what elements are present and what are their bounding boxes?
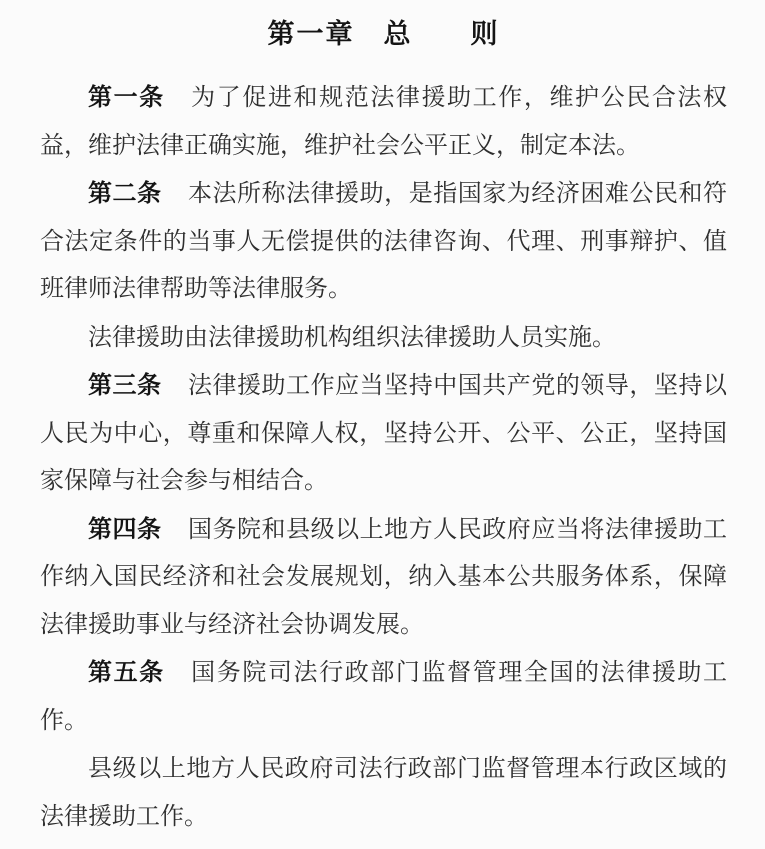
paragraph-article-2-clause-2 [40, 314, 727, 363]
paragraph-article-1 [40, 74, 727, 170]
paragraph-article-3 [40, 362, 727, 506]
article-4-number: 第四条 [88, 515, 162, 543]
article-2-clause-2-text: 法律援助由法律援助机构组织法律援助人员实施。 [88, 324, 616, 351]
article-5-number: 第五条 [88, 659, 165, 686]
article-4-text: 国务院和县级以上地方人民政府应当将法律援助工作纳入国民经济和社会发展规划，纳入基本公共服务体系，保障法律援助事业与经济社会协调发展。 [40, 516, 728, 638]
paragraph-article-4 [40, 506, 727, 650]
chapter-title: 第一章 总 则 [267, 19, 500, 49]
paragraph-article-5 [40, 649, 727, 745]
article-1-text: 为了促进和规范法律援助工作，维护公民合法权益，维护法律正确实施，维护社会公平正义，制定本法。 [40, 85, 728, 159]
article-5-text: 国务院司法行政部门监督管理全国的法律援助工作。 [40, 660, 728, 734]
article-1-number: 第一条 [88, 84, 165, 111]
article-3-text: 法律援助工作应当坚持中国共产党的领导，坚持以人民为中心，尊重和保障人权，坚持公开、公平、公正，坚持国家保障与社会参与相结合。 [40, 373, 728, 494]
article-3-number: 第三条 [88, 372, 162, 399]
paragraph-article-2 [40, 170, 727, 314]
article-5-clause-2-text: 县级以上地方人民政府司法行政部门监督管理本行政区域的法律援助工作。 [40, 756, 727, 830]
article-2-number: 第二条 [88, 180, 162, 207]
article-2-text: 本法所称法律援助，是指国家为经济困难公民和符合法定条件的当事人无偿提供的法律咨询、代理、刑事辩护、值班律师法律帮助等法律服务。 [40, 181, 728, 302]
paragraph-article-5-clause-2 [40, 745, 727, 841]
